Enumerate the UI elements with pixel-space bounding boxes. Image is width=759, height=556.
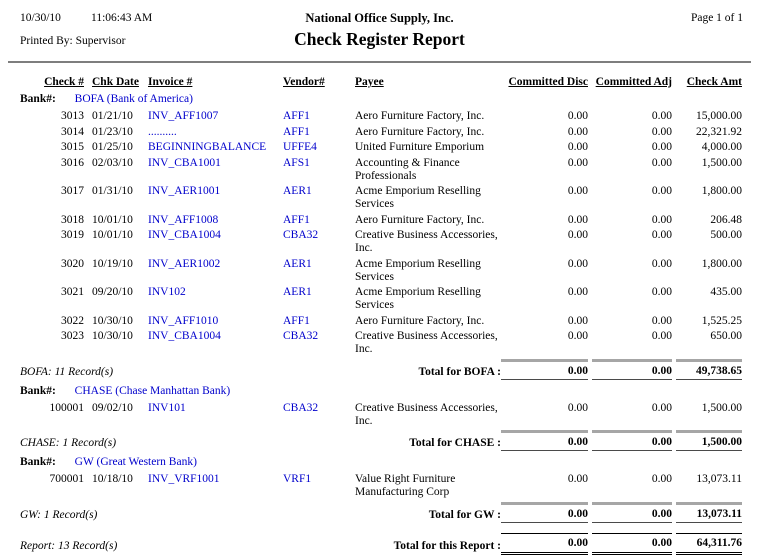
invoice-link[interactable]: INV_CBA1004 xyxy=(148,330,221,342)
committed-adj: 0.00 xyxy=(651,286,672,298)
check-date: 02/03/10 xyxy=(92,156,133,169)
col-header-vendor: Vendor# xyxy=(283,76,325,88)
vendor-link[interactable]: AER1 xyxy=(283,257,312,270)
col-header-committed-disc: Committed Disc xyxy=(508,76,588,88)
check-number: 3018 xyxy=(61,213,84,226)
check-number: 3017 xyxy=(61,185,84,197)
check-number: 3021 xyxy=(61,286,84,298)
report-total-check-amt: 64,311.76 xyxy=(676,533,742,555)
bank-total-check-amt: 49,738.65 xyxy=(676,359,742,380)
check-number: 700001 xyxy=(49,473,84,485)
report-body xyxy=(0,92,759,523)
committed-disc: 0.00 xyxy=(567,286,588,298)
committed-adj: 0.00 xyxy=(651,213,672,226)
vendor-link[interactable]: AER1 xyxy=(283,185,312,197)
report-total-committed-adj: 0.00 xyxy=(592,533,672,555)
col-header-payee: Payee xyxy=(355,76,384,88)
report-total-row xyxy=(0,533,759,555)
vendor-link[interactable]: AER1 xyxy=(283,286,312,298)
bank-total-label: Total for CHASE : xyxy=(409,437,501,449)
check-amt: 435.00 xyxy=(710,286,742,298)
column-headers xyxy=(0,75,759,89)
check-row xyxy=(0,141,759,154)
col-header-committed-adj: Committed Adj xyxy=(595,76,672,88)
check-number: 3023 xyxy=(61,330,84,342)
bank-total-row xyxy=(0,502,759,523)
committed-adj: 0.00 xyxy=(651,141,672,153)
committed-disc: 0.00 xyxy=(567,185,588,197)
payee-name: Creative Business Accessories, Inc. xyxy=(355,229,498,254)
report-header xyxy=(8,0,751,63)
committed-adj: 0.00 xyxy=(651,110,672,122)
payee-name: Aero Furniture Factory, Inc. xyxy=(355,213,485,226)
payee-name: Aero Furniture Factory, Inc. xyxy=(355,125,485,138)
check-date: 01/25/10 xyxy=(92,141,133,153)
committed-adj: 0.00 xyxy=(651,401,672,414)
bank-record-count: BOFA: 11 Record(s) xyxy=(20,365,114,378)
check-date: 10/30/10 xyxy=(92,314,133,327)
check-date: 09/02/10 xyxy=(92,401,133,414)
committed-disc: 0.00 xyxy=(567,473,588,485)
invoice-link[interactable]: INV_AFF1007 xyxy=(148,110,219,122)
bank-record-count: GW: 1 Record(s) xyxy=(20,508,98,521)
check-date: 10/19/10 xyxy=(92,257,133,270)
report-date: 10/30/10 xyxy=(20,12,61,24)
vendor-link[interactable]: CBA32 xyxy=(283,330,319,342)
payee-name: United Furniture Emporium xyxy=(355,141,485,153)
check-number: 3016 xyxy=(61,156,84,169)
invoice-link[interactable]: BEGINNINGBALANCE xyxy=(148,141,267,153)
invoice-link[interactable]: INV_AFF1010 xyxy=(148,314,219,327)
bank-total-row xyxy=(0,430,759,451)
invoice-link[interactable]: INV_AER1001 xyxy=(148,185,221,197)
bank-section xyxy=(0,384,759,452)
section-rows xyxy=(0,402,759,428)
payee-name: Value Right Furniture Manufacturing Corp xyxy=(355,473,456,498)
check-row xyxy=(0,110,759,123)
check-row xyxy=(0,214,759,227)
check-amt: 206.48 xyxy=(710,213,742,226)
payee-name: Creative Business Accessories, Inc. xyxy=(355,401,498,427)
payee-name: Aero Furniture Factory, Inc. xyxy=(355,110,485,122)
bank-total-label: Total for GW : xyxy=(428,508,501,521)
check-number: 3020 xyxy=(61,257,84,270)
bank-label: Bank#: xyxy=(20,384,56,397)
invoice-link[interactable]: INV_AFF1008 xyxy=(148,213,219,226)
vendor-link[interactable]: CBA32 xyxy=(283,401,319,414)
check-number: 3019 xyxy=(61,229,84,241)
check-row xyxy=(0,473,759,499)
bank-section xyxy=(0,92,759,380)
payee-name: Accounting & Finance Professionals xyxy=(355,156,460,182)
committed-adj: 0.00 xyxy=(651,473,672,485)
committed-disc: 0.00 xyxy=(567,110,588,122)
bank-record-count: CHASE: 1 Record(s) xyxy=(20,437,117,449)
check-date: 10/18/10 xyxy=(92,473,133,485)
check-row xyxy=(0,185,759,211)
report-record-count: Report: 13 Record(s) xyxy=(20,539,118,552)
invoice-link[interactable]: INV_VRF1001 xyxy=(148,473,220,485)
bank-label: Bank#: xyxy=(20,93,56,105)
bank-total-check-amt: 1,500.00 xyxy=(676,430,742,451)
bank-row xyxy=(0,384,759,399)
invoice-link[interactable]: INV_CBA1004 xyxy=(148,229,221,241)
bank-total-committed-disc: 0.00 xyxy=(501,502,588,523)
check-date: 10/01/10 xyxy=(92,229,133,241)
bank-total-row xyxy=(0,359,759,380)
payee-name: Acme Emporium Reselling Services xyxy=(355,257,481,283)
check-date: 10/01/10 xyxy=(92,213,133,226)
bank-total-committed-adj: 0.00 xyxy=(592,430,672,451)
col-header-invoice: Invoice # xyxy=(148,76,193,88)
invoice-link[interactable]: INV_AER1002 xyxy=(148,257,221,270)
check-row xyxy=(0,402,759,428)
vendor-link[interactable]: AFF1 xyxy=(283,110,310,122)
invoice-link[interactable]: INV101 xyxy=(148,401,186,414)
check-amt: 650.00 xyxy=(710,330,742,342)
committed-adj: 0.00 xyxy=(651,156,672,169)
check-number: 3022 xyxy=(61,314,84,327)
bank-total-committed-disc: 0.00 xyxy=(501,359,588,380)
check-row xyxy=(0,330,759,356)
bank-section xyxy=(0,455,759,523)
bank-name-link[interactable]: GW (Great Western Bank) xyxy=(74,456,197,468)
check-date: 01/31/10 xyxy=(92,185,133,197)
bank-name-link[interactable]: CHASE (Chase Manhattan Bank) xyxy=(74,384,231,397)
check-date: 01/23/10 xyxy=(92,125,133,138)
check-amt: 15,000.00 xyxy=(696,110,742,122)
check-date: 10/30/10 xyxy=(92,330,133,342)
committed-disc: 0.00 xyxy=(567,125,588,138)
vendor-link[interactable]: VRF1 xyxy=(283,473,312,485)
committed-disc: 0.00 xyxy=(567,229,588,241)
check-amt: 22,321.92 xyxy=(696,125,742,138)
bank-total-committed-adj: 0.00 xyxy=(592,359,672,380)
check-number: 3015 xyxy=(61,141,84,153)
printed-by-label: Printed By: xyxy=(20,35,73,47)
vendor-link[interactable]: AFF1 xyxy=(283,213,310,226)
payee-name: Aero Furniture Factory, Inc. xyxy=(355,314,485,327)
committed-disc: 0.00 xyxy=(567,141,588,153)
col-header-check-number: Check # xyxy=(44,76,84,88)
check-row xyxy=(0,286,759,312)
section-rows xyxy=(0,110,759,356)
check-amt: 1,525.25 xyxy=(701,314,742,327)
bank-total-committed-adj: 0.00 xyxy=(592,502,672,523)
committed-disc: 0.00 xyxy=(567,314,588,327)
check-row xyxy=(0,258,759,284)
company-name: National Office Supply, Inc. xyxy=(305,11,454,25)
bank-label: Bank#: xyxy=(20,456,56,468)
bank-name-link[interactable]: BOFA (Bank of America) xyxy=(74,93,193,105)
vendor-link[interactable]: AFF1 xyxy=(283,125,310,138)
check-amt: 1,500.00 xyxy=(701,401,742,414)
bank-total-label: Total for BOFA : xyxy=(418,365,501,378)
committed-adj: 0.00 xyxy=(651,314,672,327)
check-amt: 4,000.00 xyxy=(701,141,742,153)
vendor-link[interactable]: AFF1 xyxy=(283,314,310,327)
bank-row xyxy=(0,455,759,470)
check-row xyxy=(0,229,759,255)
committed-disc: 0.00 xyxy=(567,330,588,342)
committed-adj: 0.00 xyxy=(651,125,672,138)
col-header-chk-date: Chk Date xyxy=(92,76,139,88)
vendor-link[interactable]: AFS1 xyxy=(283,156,310,169)
check-number: 3014 xyxy=(61,125,84,138)
bank-total-check-amt: 13,073.11 xyxy=(676,502,742,523)
vendor-link[interactable]: CBA32 xyxy=(283,229,319,241)
col-header-check-amt: Check Amt xyxy=(686,76,742,88)
committed-adj: 0.00 xyxy=(651,330,672,342)
payee-name: Acme Emporium Reselling Services xyxy=(355,185,481,210)
invoice-link[interactable]: INV102 xyxy=(148,286,186,298)
check-amt: 1,800.00 xyxy=(701,185,742,197)
check-row xyxy=(0,315,759,328)
check-amt: 1,800.00 xyxy=(701,257,742,270)
committed-disc: 0.00 xyxy=(567,257,588,270)
check-amt: 1,500.00 xyxy=(701,156,742,169)
report-title: Check Register Report xyxy=(294,29,465,49)
report-time: 11:06:43 AM xyxy=(91,12,153,24)
page-indicator: Page 1 of 1 xyxy=(690,12,743,24)
committed-adj: 0.00 xyxy=(651,257,672,270)
invoice-link[interactable]: .......... xyxy=(148,125,177,138)
printed-by-value: Supervisor xyxy=(75,35,126,47)
check-row xyxy=(0,126,759,139)
check-amt: 500.00 xyxy=(710,229,742,241)
check-date: 01/21/10 xyxy=(92,110,133,122)
payee-name: Creative Business Accessories, Inc. xyxy=(355,330,498,355)
check-row xyxy=(0,157,759,183)
check-number: 100001 xyxy=(49,401,84,414)
check-amt: 13,073.11 xyxy=(696,473,742,485)
bank-total-committed-disc: 0.00 xyxy=(501,430,588,451)
payee-name: Acme Emporium Reselling Services xyxy=(355,286,481,311)
committed-adj: 0.00 xyxy=(651,185,672,197)
committed-disc: 0.00 xyxy=(567,401,588,414)
report-total-committed-disc: 0.00 xyxy=(501,533,588,555)
committed-adj: 0.00 xyxy=(651,229,672,241)
committed-disc: 0.00 xyxy=(567,213,588,226)
bank-row xyxy=(0,92,759,107)
report-total-label: Total for this Report : xyxy=(393,539,501,552)
invoice-link[interactable]: INV_CBA1001 xyxy=(148,156,221,169)
section-rows xyxy=(0,473,759,499)
committed-disc: 0.00 xyxy=(567,156,588,169)
check-number: 3013 xyxy=(61,110,84,122)
check-date: 09/20/10 xyxy=(92,286,133,298)
vendor-link[interactable]: UFFE4 xyxy=(283,141,317,153)
